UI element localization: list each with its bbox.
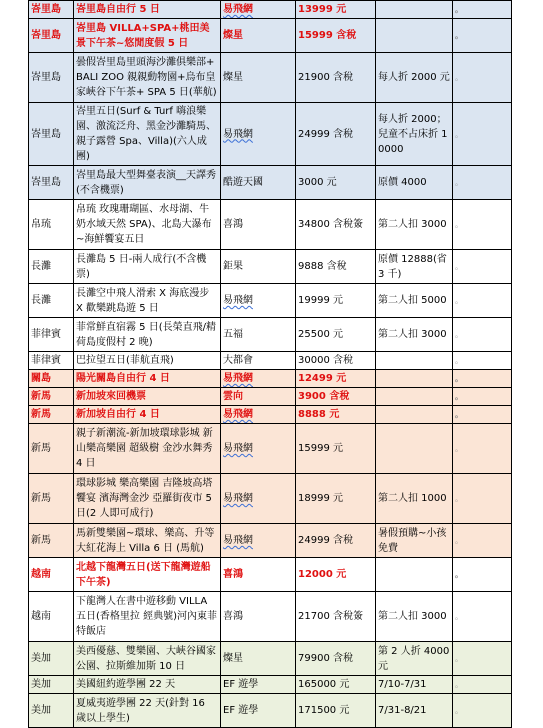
agency-cell: 易飛網 [221, 284, 296, 318]
table-row [29, 200, 512, 250]
travel-deals-sheet [28, 0, 512, 728]
price-cell: 24999 含稅 [296, 103, 376, 166]
paragraph-mark: 。 [453, 524, 512, 558]
itinerary-cell: 峇里島自由行 5 日 [74, 1, 221, 19]
table-row [29, 524, 512, 558]
region-cell: 峇里島 [29, 1, 74, 19]
note-cell: 第二人扣 3000 [376, 318, 453, 352]
paragraph-mark: 。 [453, 370, 512, 388]
note-cell [376, 19, 453, 53]
table-row [29, 352, 512, 370]
paragraph-mark: 。 [453, 352, 512, 370]
region-cell: 峇里島 [29, 53, 74, 103]
region-cell: 新馬 [29, 388, 74, 406]
itinerary-cell: 北越下龍灣五日(送下龍灣遊船下午茶) [74, 558, 221, 592]
paragraph-mark: 。 [453, 200, 512, 250]
price-cell: 21900 含稅 [296, 53, 376, 103]
table-row [29, 250, 512, 284]
paragraph-mark: 。 [453, 19, 512, 53]
itinerary-cell: 親子新潮流-新加坡環球影城 新山樂高樂園 超級樹 金沙水舞秀 4 日 [74, 424, 221, 474]
agency-cell: 易飛網 [221, 1, 296, 19]
agency-cell: EF 遊學 [221, 676, 296, 694]
table-row [29, 1, 512, 19]
region-cell: 美加 [29, 694, 74, 728]
region-cell: 帛琉 [29, 200, 74, 250]
note-cell: 原價 4000 [376, 166, 453, 200]
agency-cell: EF 遊學 [221, 694, 296, 728]
agency-cell: 燦星 [221, 53, 296, 103]
price-cell: 165000 元 [296, 676, 376, 694]
itinerary-cell: 新加坡自由行 4 日 [74, 406, 221, 424]
region-cell: 越南 [29, 592, 74, 642]
paragraph-mark: 。 [453, 103, 512, 166]
paragraph-mark: 。 [453, 388, 512, 406]
note-cell: 第二人扣 3000 [376, 200, 453, 250]
paragraph-mark: 。 [453, 406, 512, 424]
note-cell [376, 388, 453, 406]
table-row [29, 166, 512, 200]
paragraph-mark: 。 [453, 474, 512, 524]
note-cell: 原價 12888(省 3 千) [376, 250, 453, 284]
itinerary-cell: 夏威夷遊學團 22 天(針對 16 歲以上學生) [74, 694, 221, 728]
note-cell [376, 406, 453, 424]
price-cell: 79900 含稅 [296, 642, 376, 676]
itinerary-cell: 菲常鮮直宿霧 5 日(長榮直飛/精荷島度假村 2 晚) [74, 318, 221, 352]
region-cell: 菲律賓 [29, 318, 74, 352]
agency-cell: 易飛網 [221, 103, 296, 166]
table-row [29, 694, 512, 728]
region-cell: 峇里島 [29, 19, 74, 53]
paragraph-mark: 。 [453, 166, 512, 200]
agency-cell: 易飛網 [221, 370, 296, 388]
note-cell [376, 1, 453, 19]
table-row [29, 474, 512, 524]
itinerary-cell: 峇里島 VILLA+SPA+桃田美景下午茶~悠閒度假 5 日 [74, 19, 221, 53]
agency-cell: 喜鴻 [221, 558, 296, 592]
price-cell: 21700 含稅簽 [296, 592, 376, 642]
itinerary-cell: 巴拉望五日(菲航直飛) [74, 352, 221, 370]
note-cell: 第二人扣 1000 [376, 474, 453, 524]
agency-cell: 大都會 [221, 352, 296, 370]
itinerary-cell: 馬新雙樂園~環球、樂高、升等大紅花海上 Villa 6 日 (馬航) [74, 524, 221, 558]
table-row [29, 19, 512, 53]
region-cell: 新馬 [29, 406, 74, 424]
price-cell: 8888 元 [296, 406, 376, 424]
agency-cell: 喜鴻 [221, 200, 296, 250]
region-cell: 越南 [29, 558, 74, 592]
price-cell: 30000 含稅 [296, 352, 376, 370]
region-cell: 美加 [29, 642, 74, 676]
price-cell: 171500 元 [296, 694, 376, 728]
price-cell: 9888 含稅 [296, 250, 376, 284]
itinerary-cell: 環球影城 樂高樂園 吉隆坡高塔饗宴 濱海灣金沙 亞羅街夜市 5 日(2 人即可成行) [74, 474, 221, 524]
note-cell: 7/31-8/21 [376, 694, 453, 728]
agency-cell: 易飛網 [221, 474, 296, 524]
region-cell: 菲律賓 [29, 352, 74, 370]
note-cell: 第 2 人折 4000 元 [376, 642, 453, 676]
table-row [29, 388, 512, 406]
table-row [29, 642, 512, 676]
price-cell: 15999 元 [296, 424, 376, 474]
agency-cell: 燦星 [221, 19, 296, 53]
itinerary-cell: 峇里五日(Surf & Turf 嗨浪樂園、激流泛舟、黑金沙灘騎馬、親子露營 Spa、Villa)(六人成團) [74, 103, 221, 166]
note-cell: 第二人扣 5000 [376, 284, 453, 318]
itinerary-cell: 帛琉 玫瑰珊瑚區、水母湖、牛奶水域天然 SPA)、北島大瀑布~海鮮饗宴五日 [74, 200, 221, 250]
price-cell: 19999 元 [296, 284, 376, 318]
price-cell: 13999 元 [296, 1, 376, 19]
note-cell: 暑假預購~小孩免費 [376, 524, 453, 558]
paragraph-mark: 。 [453, 284, 512, 318]
paragraph-mark: 。 [453, 424, 512, 474]
agency-cell: 燦星 [221, 642, 296, 676]
table-row [29, 424, 512, 474]
itinerary-cell: 新加坡來回機票 [74, 388, 221, 406]
itinerary-cell: 美國紐約遊學團 22 天 [74, 676, 221, 694]
region-cell: 峇里島 [29, 103, 74, 166]
agency-cell: 易飛網 [221, 424, 296, 474]
price-cell: 24999 含稅 [296, 524, 376, 558]
paragraph-mark: 。 [453, 53, 512, 103]
agency-cell: 五福 [221, 318, 296, 352]
price-cell: 34800 含稅簽 [296, 200, 376, 250]
region-cell: 關島 [29, 370, 74, 388]
paragraph-mark: 。 [453, 318, 512, 352]
price-cell: 3900 含稅 [296, 388, 376, 406]
note-cell: 每人折 2000；兒童不占床折 10000 [376, 103, 453, 166]
agency-cell: 鉅果 [221, 250, 296, 284]
travel-deals-table [28, 0, 512, 728]
note-cell [376, 352, 453, 370]
table-body [29, 1, 512, 728]
paragraph-mark: 。 [453, 694, 512, 728]
itinerary-cell: 長灘空中飛人滑索 X 海底漫步 X 歡樂跳島遊 5 日 [74, 284, 221, 318]
price-cell: 25500 元 [296, 318, 376, 352]
table-row [29, 370, 512, 388]
region-cell: 長灘 [29, 250, 74, 284]
paragraph-mark: 。 [453, 642, 512, 676]
itinerary-cell: 曇假峇里島里頭海沙灘俱樂部+BALI ZOO 親親動物園+烏布皇家峽谷下午茶+ SPA 5 日(華航) [74, 53, 221, 103]
itinerary-cell: 下龍灣人在書中遊移動 VILLA 五日(香格里拉 經典號)河內東菲特飯店 [74, 592, 221, 642]
region-cell: 峇里島 [29, 166, 74, 200]
table-row [29, 676, 512, 694]
note-cell [376, 370, 453, 388]
price-cell: 3000 元 [296, 166, 376, 200]
region-cell: 新馬 [29, 424, 74, 474]
paragraph-mark: 。 [453, 558, 512, 592]
note-cell [376, 558, 453, 592]
itinerary-cell: 峇里島最大型舞臺表演__天譯秀(不含機票) [74, 166, 221, 200]
note-cell: 第二人扣 3000 [376, 592, 453, 642]
note-cell: 每人折 2000 元 [376, 53, 453, 103]
region-cell: 新馬 [29, 474, 74, 524]
table-row [29, 558, 512, 592]
agency-cell: 酷遊天國 [221, 166, 296, 200]
paragraph-mark: 。 [453, 250, 512, 284]
note-cell: 7/10-7/31 [376, 676, 453, 694]
table-row [29, 53, 512, 103]
price-cell: 15999 含稅 [296, 19, 376, 53]
paragraph-mark: 。 [453, 1, 512, 19]
note-cell [376, 424, 453, 474]
itinerary-cell: 長灘島 5 日-兩人成行(不含機票) [74, 250, 221, 284]
itinerary-cell: 美西優慈、雙樂園、大峽谷國家公園、拉斯維加斯 10 日 [74, 642, 221, 676]
region-cell: 新馬 [29, 524, 74, 558]
paragraph-mark: 。 [453, 676, 512, 694]
table-row [29, 103, 512, 166]
price-cell: 12499 元 [296, 370, 376, 388]
region-cell: 美加 [29, 676, 74, 694]
table-row [29, 406, 512, 424]
agency-cell: 雲向 [221, 388, 296, 406]
paragraph-mark: 。 [453, 592, 512, 642]
region-cell: 長灘 [29, 284, 74, 318]
price-cell: 12000 元 [296, 558, 376, 592]
table-row [29, 592, 512, 642]
agency-cell: 喜鴻 [221, 592, 296, 642]
price-cell: 18999 元 [296, 474, 376, 524]
agency-cell: 易飛網 [221, 406, 296, 424]
agency-cell: 易飛網 [221, 524, 296, 558]
table-row [29, 318, 512, 352]
table-row [29, 284, 512, 318]
itinerary-cell: 陽光關島自由行 4 日 [74, 370, 221, 388]
